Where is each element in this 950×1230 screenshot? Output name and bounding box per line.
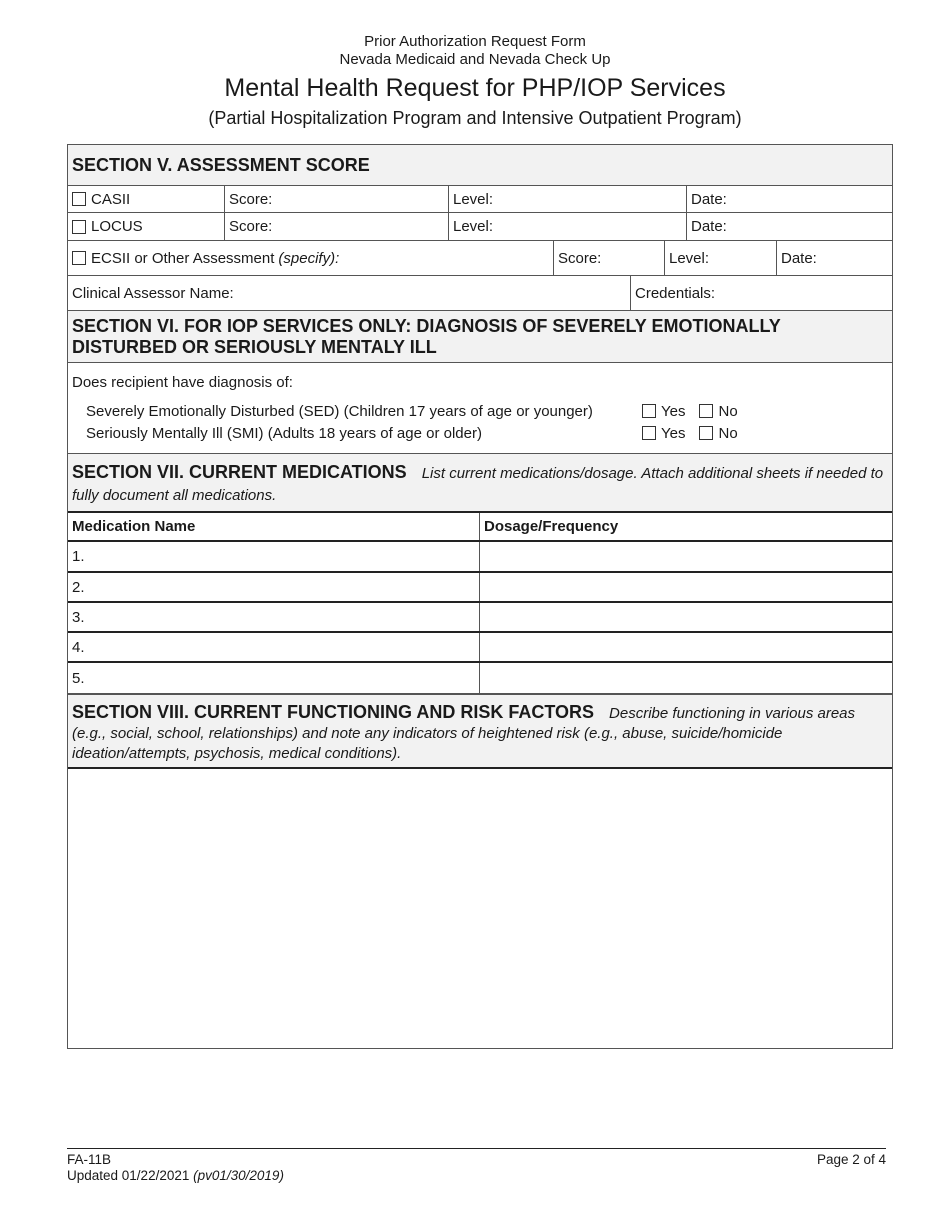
request-form	[67, 144, 893, 1049]
section-viii-header	[68, 694, 892, 769]
medication-name-field[interactable]	[68, 573, 480, 601]
medication-name-field[interactable]	[68, 603, 480, 631]
score-label: Score:	[229, 190, 273, 208]
yes-label: Yes	[661, 403, 686, 420]
row-number: 3.	[72, 608, 85, 626]
credentials-label: Credentials:	[635, 284, 716, 302]
row-number: 2.	[72, 578, 85, 596]
assessor-name-field[interactable]	[68, 276, 631, 310]
form-id: FA-11B	[67, 1152, 112, 1167]
locus-score-field[interactable]	[225, 213, 449, 240]
sed-no-checkbox[interactable]	[699, 404, 713, 418]
sed-yes-option	[642, 401, 685, 423]
section-vii-note: List current medications/dosage. Attach additional sheets if needed to fully document all medications.	[72, 465, 884, 504]
table-row	[68, 573, 892, 603]
casii-checkbox[interactable]	[72, 192, 86, 206]
level-label: Level:	[453, 218, 494, 235]
revision-info	[67, 1168, 886, 1184]
page-header	[0, 33, 950, 130]
table-row	[68, 603, 892, 633]
medication-name-header: Medication Name	[68, 513, 480, 540]
casii-label: CASII	[91, 190, 131, 208]
other-assessment-row	[68, 241, 892, 276]
assessor-row	[68, 276, 892, 311]
yes-label: Yes	[661, 425, 686, 442]
locus-label: LOCUS	[91, 218, 143, 235]
section-viii-note: Describe functioning in various areas (e.g., social, school, relationships) and note any indicators of heightened risk (e.g., abuse, suicide/homicide ideation/attempts, psychosis, medical conditions).	[72, 705, 856, 762]
agency-name: Nevada Medicaid and Nevada Check Up	[339, 51, 611, 68]
dosage-field[interactable]	[480, 573, 892, 601]
smi-no-checkbox[interactable]	[699, 426, 713, 440]
section-v-header	[68, 145, 892, 186]
section-v-title: SECTION V. ASSESSMENT SCORE	[72, 154, 370, 175]
level-label: Level:	[669, 249, 710, 267]
smi-no-option	[699, 423, 737, 445]
specify-label: (specify):	[278, 249, 340, 267]
no-label: No	[718, 425, 738, 442]
dosage-field[interactable]	[480, 663, 892, 693]
no-label: No	[718, 403, 738, 420]
other-assessment-checkbox[interactable]	[72, 251, 86, 265]
smi-row	[72, 423, 888, 445]
score-label: Score:	[558, 249, 602, 267]
table-row	[68, 542, 892, 573]
dosage-frequency-header: Dosage/Frequency	[484, 518, 619, 535]
assessor-label: Clinical Assessor Name:	[72, 284, 234, 302]
page-title: Mental Health Request for PHP/IOP Services	[224, 74, 726, 102]
row-number: 5.	[72, 669, 85, 687]
previous-version: (pv01/30/2019)	[193, 1168, 284, 1183]
date-label: Date:	[691, 218, 727, 235]
locus-level-field[interactable]	[449, 213, 687, 240]
row-number: 1.	[72, 548, 85, 565]
locus-checkbox[interactable]	[72, 220, 86, 234]
medication-table-header	[68, 513, 892, 542]
other-assessment-label: ECSII or Other Assessment	[91, 249, 275, 267]
casii-date-field[interactable]	[687, 186, 892, 212]
casii-row	[68, 186, 892, 213]
page-subtitle: (Partial Hospitalization Program and Intensive Outpatient Program)	[208, 108, 742, 128]
casii-level-field[interactable]	[449, 186, 687, 212]
casii-score-field[interactable]	[225, 186, 449, 212]
smi-yes-checkbox[interactable]	[642, 426, 656, 440]
locus-row	[68, 213, 892, 241]
medication-name-field[interactable]	[68, 542, 480, 571]
credentials-field[interactable]	[631, 276, 892, 310]
page-number: Page 2 of 4	[816, 1152, 886, 1167]
section-vii-header	[68, 454, 892, 513]
table-row	[68, 663, 892, 694]
dosage-field[interactable]	[480, 633, 892, 661]
form-type: Prior Authorization Request Form	[364, 33, 586, 50]
medication-name-field[interactable]	[68, 663, 480, 693]
dosage-field[interactable]	[480, 603, 892, 631]
page-footer	[67, 1148, 886, 1184]
date-label: Date:	[691, 190, 727, 208]
other-level-field[interactable]	[665, 241, 777, 275]
section-vii-title: SECTION VII. CURRENT MEDICATIONS	[72, 462, 407, 482]
functioning-text-area[interactable]	[68, 769, 892, 1048]
row-number: 4.	[72, 638, 85, 656]
medication-name-field[interactable]	[68, 633, 480, 661]
diagnosis-block	[68, 363, 892, 454]
sed-row	[72, 401, 888, 423]
locus-date-field[interactable]	[687, 213, 892, 240]
section-vi-header	[68, 311, 892, 363]
diagnosis-question: Does recipient have diagnosis of:	[72, 374, 293, 391]
updated-date: Updated 01/22/2021	[67, 1168, 190, 1183]
other-score-field[interactable]	[554, 241, 665, 275]
date-label: Date:	[781, 249, 817, 267]
sed-yes-checkbox[interactable]	[642, 404, 656, 418]
dosage-field[interactable]	[480, 542, 892, 571]
level-label: Level:	[453, 190, 494, 208]
smi-label: Seriously Mentally Ill (SMI) (Adults 18 years of age or older)	[86, 425, 482, 442]
smi-yes-option	[642, 423, 685, 445]
score-label: Score:	[229, 218, 273, 235]
section-viii-title: SECTION VIII. CURRENT FUNCTIONING AND RISK FACTORS	[72, 702, 595, 722]
sed-no-option	[699, 401, 737, 423]
other-date-field[interactable]	[777, 241, 892, 275]
sed-label: Severely Emotionally Disturbed (SED) (Children 17 years of age or younger)	[86, 403, 593, 420]
section-vi-title: SECTION VI. FOR IOP SERVICES ONLY: DIAGNOSIS OF SEVERELY EMOTIONALLY DISTURBED OR SERIOUSLY MENTALY ILL	[72, 316, 781, 357]
table-row	[68, 633, 892, 663]
